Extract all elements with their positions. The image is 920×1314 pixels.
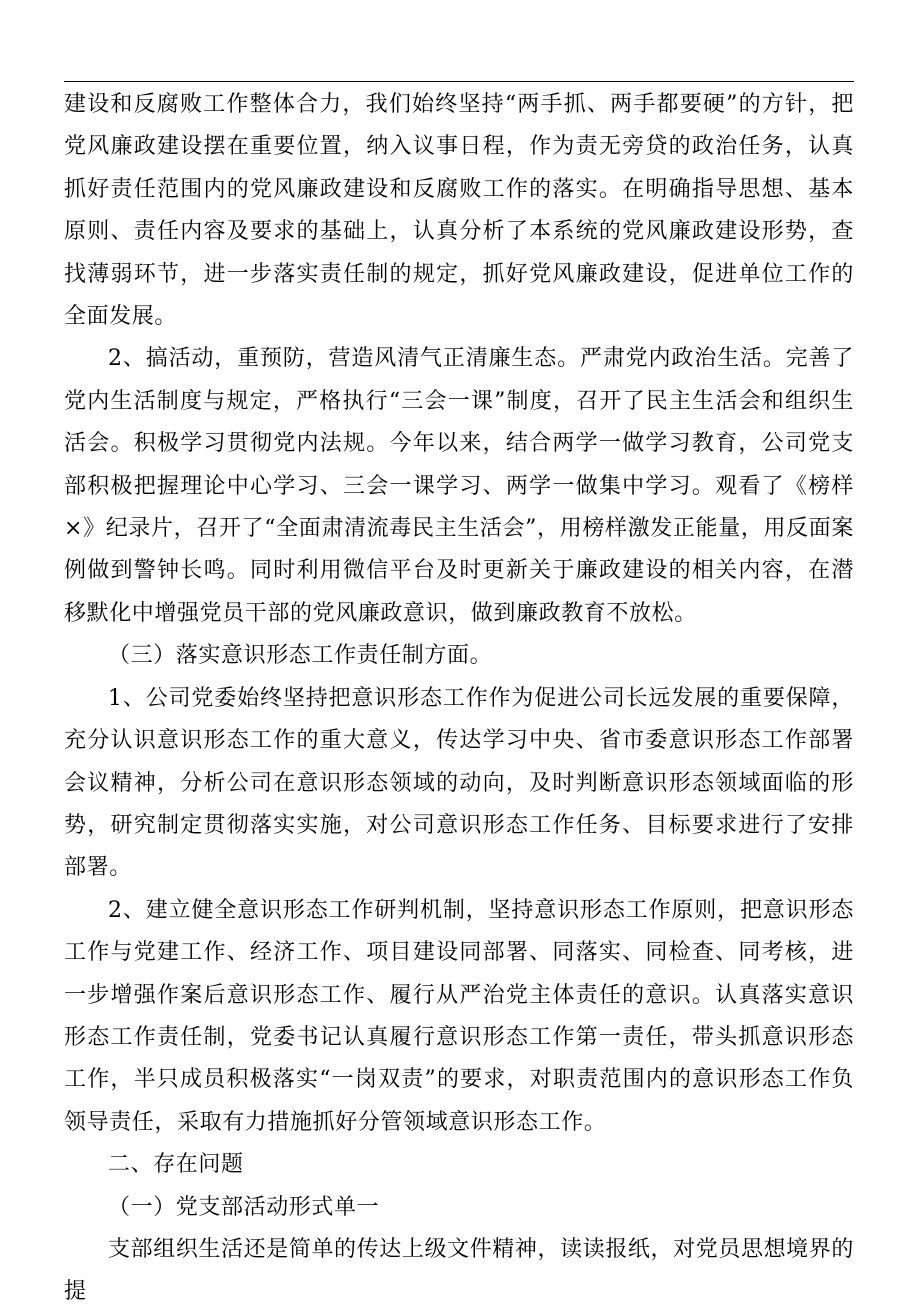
header-rule [64,81,854,82]
paragraph-ideology-point-1: 1、公司党委始终坚持把意识形态工作作为促进公司长远发展的重要保障，充分认识意识形态工作的重大意义，传达学习中央、省市委意识形态工作部署会议精神，分析公司在意识形态领域的动向，及时判断意识形态领域面临的形势，研究制定贯彻落实实施，对公司意识形态工作任务、目标要求进行了安排部署。 [64,685,854,881]
paragraph-activities-prevention: 2、搞活动，重预防，营造风清气正清廉生态。严肃党内政治生活。完善了党内生活制度与规定，严格执行“三会一课”制度，召开了民主生活会和组织生活会。积极学习贯彻党内法规。今年以来，结合两学一做学习教育，公司党支部积极把握理论中心学习、三会一课学习、两学一做集中学习。观看了《榜样×》纪录片，召开了“全面肃清流毒民主生活会”，用榜样激发正能量，用反面案例做到警钟长鸣。同时利用微信平台及时更新关于廉政建设的相关内容，在潜移默化中增强党员干部的党风廉政意识，做到廉政教育不放松。 [64,346,854,626]
document-body [64,84,854,1314]
section-heading-existing-problems: 二、存在问题 [108,1152,244,1178]
paragraph-continuation: 建设和反腐败工作整体合力，我们始终坚持“两手抓、两手都要硬”的方针，把党风廉政建设摆在重要位置，纳入议事日程，作为责无旁贷的政治任务，认真抓好责任范围内的党风廉政建设和反腐败工作的落实。在明确指导思想、基本原则、责任内容及要求的基础上，认真分析了本系统的党风廉政建设形势，查找薄弱环节，进一步落实责任制的规定，抓好党风廉政建设，促进单位工作的全面发展。 [64,92,854,330]
subsection-heading-single-activity-form: （一）党支部活动形式单一 [108,1194,380,1220]
section-heading-ideology-responsibility: （三）落实意识形态工作责任制方面。 [108,643,493,669]
paragraph-branch-life: 支部组织生活还是简单的传达上级文件精神，读读报纸，对党员思想境界的提 [64,1236,854,1305]
paragraph-ideology-point-2: 2、建立健全意识形态工作研判机制，坚持意识形态工作原则，把意识形态工作与党建工作、经济工作、项目建设同部署、同落实、同检查、同考核，进一步增强作案后意识形态工作、履行从严治党主体责任的意识。认真落实意识形态工作责任制，党委书记认真履行意识形态工作第一责任，带头抓意识形态工作，半只成员积极落实“一岗双责”的要求，对职责范围内的意识形态工作负领导责任，采取有力措施抓好分管领域意识形态工作。 [64,897,854,1135]
